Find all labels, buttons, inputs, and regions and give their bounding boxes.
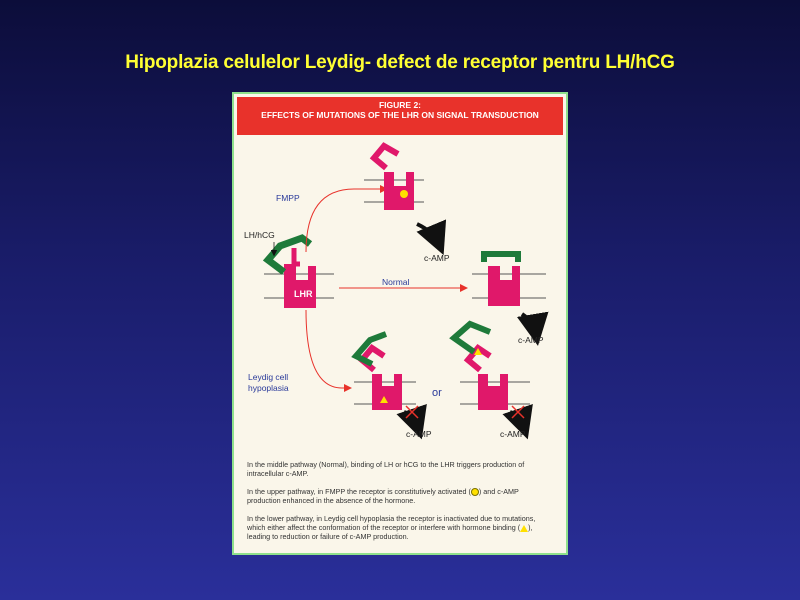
ligand-label: LH/hCG: [244, 230, 275, 240]
lhr-receptor-icon: [472, 254, 546, 306]
caption-fmpp-text-1: In the upper pathway, in FMPP the receptor is constitutively activated (: [247, 487, 471, 496]
figure-number: FIGURE 2:: [378, 100, 422, 110]
camp-arrow-icon: [522, 314, 536, 334]
figure-caption: [247, 460, 549, 550]
normal-label: Normal: [382, 277, 410, 287]
caption-hypoplasia-text-1: In the lower pathway, in Leydig cell hypoplasia the receptor is inactivated due to mutations, which either affect the conformation of the receptor or interfere with hormone binding (: [247, 514, 536, 533]
camp-label-top: c-AMP: [424, 253, 450, 263]
camp-label-bottom-left: c-AMP: [406, 429, 432, 439]
caption-fmpp-text-2: ) and c-AMP production enhanced in the absence of the hormone.: [247, 487, 519, 506]
hormone-icon: [484, 254, 518, 262]
hypoplasia-label-1: Leydig cell: [248, 372, 289, 382]
camp-label-bottom-right: c-AMP: [500, 429, 526, 439]
lhr-receptor-icon: [364, 146, 424, 210]
camp-arrow-icon: [510, 412, 524, 428]
receptor-label: LHR: [294, 289, 313, 299]
hypoplasia-label-2: hypoplasia: [248, 383, 289, 393]
figure-panel: [232, 92, 568, 555]
camp-arrow-icon: [404, 412, 418, 428]
camp-arrow-icon: [417, 224, 439, 244]
or-label: or: [432, 387, 442, 399]
fmpp-label: FMPP: [276, 193, 300, 203]
mutation-triangle-icon: [520, 525, 528, 532]
lhr-receptor-icon: [354, 334, 416, 410]
activation-circle-icon: [400, 190, 408, 198]
caption-hypoplasia-text-2: ), leading to reduction or failure of c-AMP production.: [247, 523, 533, 542]
figure-title: EFFECTS OF MUTATIONS OF THE LHR ON SIGNAL TRANSDUCTION: [261, 110, 539, 120]
camp-label-middle: c-AMP: [518, 335, 544, 345]
hormone-icon: [454, 324, 490, 352]
caption-fmpp: [247, 487, 549, 505]
caption-normal: In the middle pathway (Normal), binding of LH or hCG to the LHR triggers production of intracellular c-AMP.: [247, 460, 525, 478]
caption-hypoplasia: [247, 514, 549, 541]
slide-title: Hipoplazia celulelor Leydig- defect de receptor pentru LH/hCG: [125, 52, 675, 73]
activation-circle-icon: [471, 488, 479, 496]
